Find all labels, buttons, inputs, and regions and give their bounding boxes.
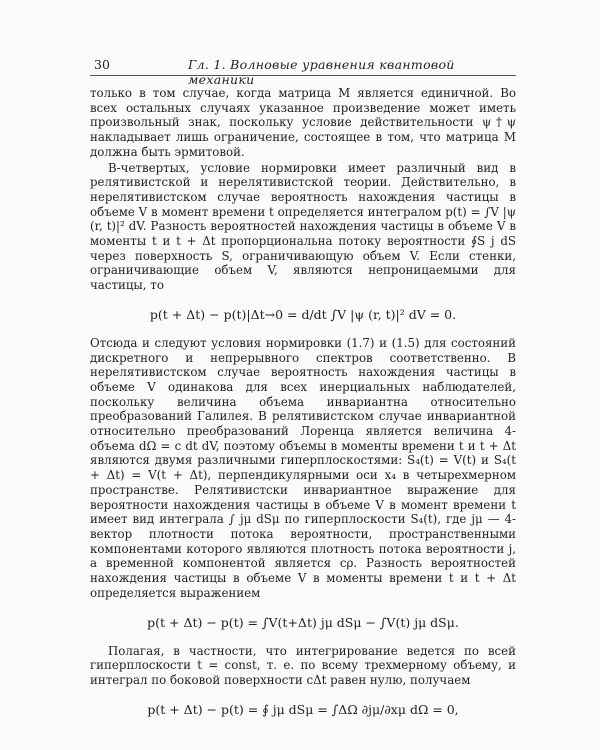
running-title: Гл. 1. Волновые уравнения квантовой механики xyxy=(188,57,455,87)
paragraph-3: Отсюда и следуют условия нормировки (1.7) и (1.5) для состояний дискретного и непрерывного спектров соответственно. В нерелятивистском случае вероятность нахождения частицы в объеме V одинакова для всех инерциальных наблюдателей, поскольку величина объема инвариантна относительно преобразований Галилея. В релятивистском случае инвариантной относительно преобразований Лоренца является величина 4-объема dΩ = c dt dV, поэтому объемы в моменты времени t и t + Δt являются двумя различными гиперплоскостями: S₄(t) = V(t) и S₄(t + Δt) = V(t + Δt), перпендикулярными оси x₄ в четырехмерном пространстве. Релятивистски инвариантное выражение для вероятности нахождения частицы в объеме V в момент времени t имеет вид интеграла ∫ jμ dSμ по гиперплоскости S₄(t), где jμ — 4-вектор плотности потока вероятности, пространственными компонентами которого являются плотность потока вероятности j, а временной компонентой является cρ. Разность вероятностей нахождения частицы в объеме V в моменты времени t и t + Δt определяется выражением xyxy=(90,335,516,600)
paragraph-1: только в том случае, когда матрица M является единичной. Во всех остальных случаях указанное произведение может иметь произвольный знак, поскольку условие действительности ψ†ψ накладывает лишь ограничение, состоящее в том, что матрица M должна быть эрмитовой. xyxy=(90,86,516,159)
equation-2-text: p(t + Δt) − p(t) = ∫V(t+Δt) jμ dSμ − ∫V(t) jμ dSμ. xyxy=(147,614,459,630)
equation-1 xyxy=(90,307,516,322)
paragraph-2: В-четвертых, условие нормировки имеет различный вид в релятивистской и нерелятивистской теории. Действительно, в нерелятивистском случае вероятность нахождения частицы в объеме V в момент времени t определяется интегралом p(t) = ∫V |ψ (r, t)|² dV. Разность вероятностей нахождения частицы в объеме V в моменты t и t + Δt пропорциональна потоку вероятности ∮S j dS через поверхность S, ограничивающую объем V. Если стенки, ограничивающие объем V, являются непроницаемыми для частицы, то xyxy=(90,160,516,293)
page-number: 30 xyxy=(94,57,110,72)
running-head xyxy=(90,55,516,87)
equation-3 xyxy=(90,702,516,717)
paragraph-4: Полагая, в частности, что интегрирование ведется по всей гиперплоскости t = const, т. е. по всему трехмерному объему, и интеграл по боковой поверхности cΔt равен нулю, получаем xyxy=(90,643,516,687)
equation-1-text: p(t + Δt) − p(t)|Δt→0 = d/dt ∫V |ψ (r, t)|² dV = 0. xyxy=(149,306,457,322)
page xyxy=(90,55,516,717)
equation-2 xyxy=(90,615,516,630)
equation-3-text: p(t + Δt) − p(t) = ∮ jμ dSμ = ∫ΔΩ ∂jμ/∂xμ dΩ = 0, xyxy=(147,701,459,717)
